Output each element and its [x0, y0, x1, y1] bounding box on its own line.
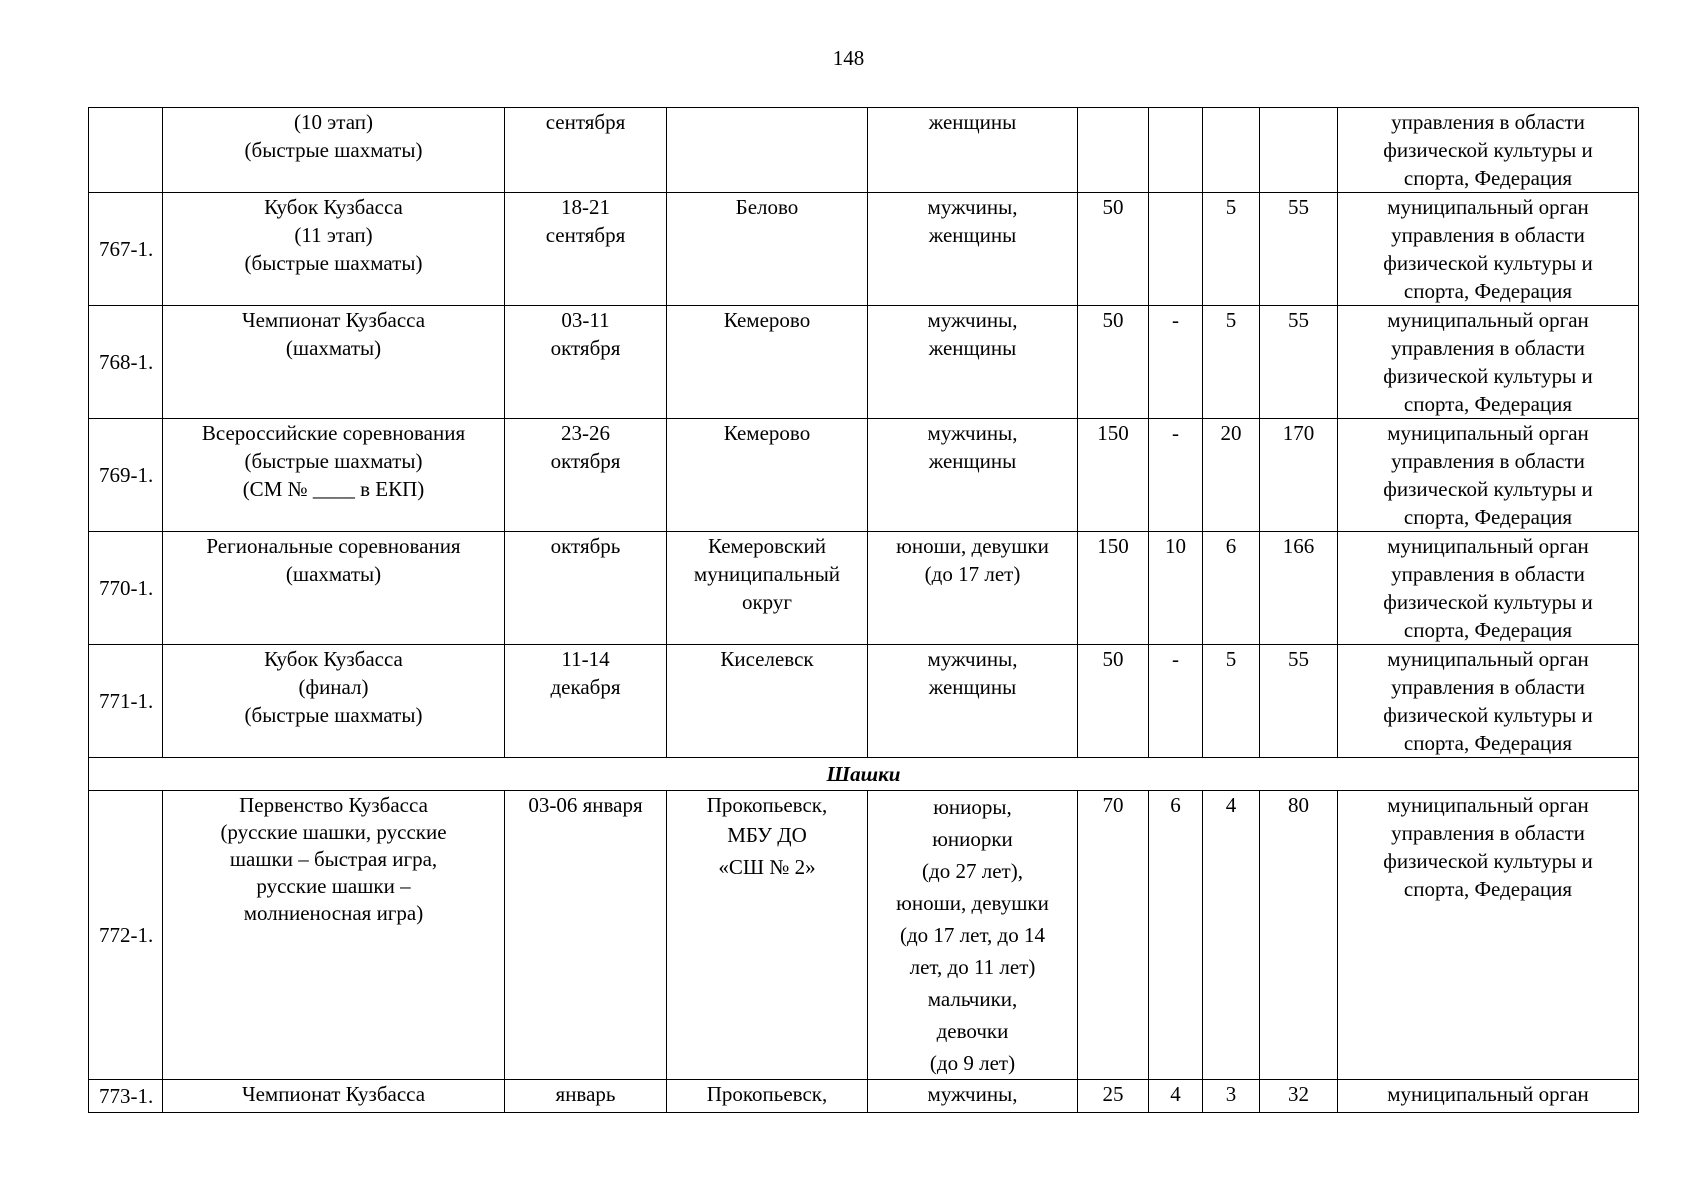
section-title: Шашки	[89, 758, 1639, 791]
dates-line: октября	[550, 449, 621, 473]
count-column-1	[1078, 108, 1149, 193]
event-name	[163, 645, 505, 758]
event-place	[667, 1080, 868, 1113]
event-number: 770-1.	[89, 532, 163, 645]
event-participants	[868, 306, 1078, 419]
event-participants	[868, 645, 1078, 758]
place-line: Белово	[735, 195, 799, 219]
event-dates	[505, 1080, 667, 1113]
organizer-line: физической культуры и	[1383, 138, 1593, 162]
count-column-3	[1203, 108, 1260, 193]
organizer-line: муниципальный орган	[1387, 647, 1589, 671]
participants-line: мужчины,	[927, 421, 1018, 445]
place-line: «СШ № 2»	[718, 855, 816, 879]
count-column-4: 55	[1260, 193, 1338, 306]
place-line: Кемеровский	[708, 534, 826, 558]
dates-line: 11-14	[561, 647, 610, 671]
event-name	[163, 306, 505, 419]
name-line: (шахматы)	[285, 336, 382, 360]
count-column-2: -	[1149, 645, 1203, 758]
name-line: (быстрые шахматы)	[244, 251, 423, 275]
participants-line: женщины	[928, 675, 1017, 699]
count-column-4: 170	[1260, 419, 1338, 532]
count-column-1: 50	[1078, 193, 1149, 306]
dates-line: сентября	[545, 223, 626, 247]
organizer-line: управления в области	[1391, 449, 1585, 473]
participants-line: мальчики,	[927, 987, 1018, 1011]
organizer-line: муниципальный орган	[1387, 1082, 1589, 1106]
place-line: округ	[741, 590, 793, 614]
participants-line: женщины	[928, 336, 1017, 360]
name-line: (быстрые шахматы)	[244, 703, 423, 727]
events-table-body	[89, 108, 1639, 1113]
organizer-line: физической культуры и	[1383, 477, 1593, 501]
participants-line: (до 9 лет)	[929, 1051, 1016, 1075]
event-participants	[868, 791, 1078, 1080]
event-name	[163, 419, 505, 532]
participants-line: юноши, девушки	[896, 891, 1049, 915]
participants-line: женщины	[928, 449, 1017, 473]
name-line: (русские шашки, русские	[220, 820, 447, 844]
participants-line: мужчины,	[927, 308, 1018, 332]
event-place	[667, 193, 868, 306]
participants-line: (до 27 лет),	[922, 859, 1023, 883]
participants-line: юниоры,	[933, 795, 1012, 819]
event-dates	[505, 791, 667, 1080]
event-number: 767-1.	[89, 193, 163, 306]
organizer-line: физической культуры и	[1383, 703, 1593, 727]
name-line: (финал)	[298, 675, 369, 699]
dates-line: 03-11	[561, 308, 610, 332]
name-line: Кубок Кузбасса	[264, 647, 403, 671]
name-line: Кубок Кузбасса	[264, 195, 403, 219]
count-column-1: 25	[1078, 1080, 1149, 1113]
organizer-line: муниципальный орган	[1387, 195, 1589, 219]
count-column-1: 150	[1078, 419, 1149, 532]
organizer-line: муниципальный орган	[1387, 534, 1589, 558]
organizer-line: спорта, Федерация	[1403, 279, 1573, 303]
count-column-3: 4	[1203, 791, 1260, 1080]
event-place	[667, 791, 868, 1080]
organizer-line: управления в области	[1391, 675, 1585, 699]
event-place	[667, 645, 868, 758]
count-column-4: 55	[1260, 306, 1338, 419]
table-row	[89, 306, 1639, 419]
event-place	[667, 306, 868, 419]
name-line: (11 этап)	[294, 223, 373, 247]
event-number: 773-1.	[89, 1080, 163, 1113]
dates-line: январь	[555, 1082, 616, 1106]
count-column-2: 10	[1149, 532, 1203, 645]
name-line: (быстрые шахматы)	[244, 449, 423, 473]
event-participants	[868, 532, 1078, 645]
count-column-2	[1149, 108, 1203, 193]
table-row	[89, 193, 1639, 306]
event-participants	[868, 193, 1078, 306]
event-place	[667, 419, 868, 532]
count-column-4	[1260, 108, 1338, 193]
name-line: Чемпионат Кузбасса	[241, 308, 426, 332]
event-dates	[505, 306, 667, 419]
organizer-line: физической культуры и	[1383, 590, 1593, 614]
participants-line: женщины	[928, 110, 1017, 134]
count-column-2: 4	[1149, 1080, 1203, 1113]
name-line: (СМ № ____ в ЕКП)	[242, 477, 425, 501]
organizer-line: муниципальный орган	[1387, 308, 1589, 332]
table-row	[89, 419, 1639, 532]
event-number: 771-1.	[89, 645, 163, 758]
participants-line: (до 17 лет)	[924, 562, 1021, 586]
count-column-1: 50	[1078, 306, 1149, 419]
event-organizer	[1338, 419, 1639, 532]
organizer-line: управления в области	[1391, 562, 1585, 586]
event-participants	[868, 1080, 1078, 1113]
place-line: Кемерово	[723, 308, 811, 332]
name-line: Региональные соревнования	[206, 534, 461, 558]
participants-line: женщины	[928, 223, 1017, 247]
name-line: шашки – быстрая игра,	[229, 847, 438, 871]
event-number	[89, 108, 163, 193]
event-organizer	[1338, 791, 1639, 1080]
table-row	[89, 108, 1639, 193]
dates-line: 18-21	[561, 195, 610, 219]
place-line: Прокопьевск,	[706, 793, 828, 817]
event-participants	[868, 419, 1078, 532]
event-organizer	[1338, 1080, 1639, 1113]
dates-line: 03-06 января	[528, 793, 643, 817]
count-column-4: 55	[1260, 645, 1338, 758]
event-organizer	[1338, 108, 1639, 193]
participants-line: юноши, девушки	[896, 534, 1049, 558]
name-line: Всероссийские соревнования	[201, 421, 466, 445]
events-table	[88, 107, 1639, 1113]
organizer-line: спорта, Федерация	[1403, 392, 1573, 416]
event-name	[163, 108, 505, 193]
count-column-1: 70	[1078, 791, 1149, 1080]
dates-line: сентября	[545, 110, 626, 134]
organizer-line: спорта, Федерация	[1403, 166, 1573, 190]
event-dates	[505, 108, 667, 193]
event-dates	[505, 419, 667, 532]
name-line: Чемпионат Кузбасса	[241, 1082, 426, 1106]
event-organizer	[1338, 645, 1639, 758]
count-column-3: 5	[1203, 645, 1260, 758]
dates-line: октябрь	[550, 534, 621, 558]
event-organizer	[1338, 306, 1639, 419]
name-line: (шахматы)	[285, 562, 382, 586]
event-name	[163, 791, 505, 1080]
name-line: (быстрые шахматы)	[244, 138, 423, 162]
count-column-3: 3	[1203, 1080, 1260, 1113]
count-column-1: 50	[1078, 645, 1149, 758]
organizer-line: управления в области	[1391, 223, 1585, 247]
event-number: 768-1.	[89, 306, 163, 419]
participants-line: мужчины,	[927, 647, 1018, 671]
event-dates	[505, 532, 667, 645]
organizer-line: физической культуры и	[1383, 364, 1593, 388]
page-number: 148	[832, 46, 865, 70]
count-column-3: 5	[1203, 193, 1260, 306]
organizer-line: управления в области	[1391, 110, 1585, 134]
count-column-2: 6	[1149, 791, 1203, 1080]
participants-line: девочки	[936, 1019, 1009, 1043]
event-organizer	[1338, 193, 1639, 306]
event-number: 769-1.	[89, 419, 163, 532]
count-column-1: 150	[1078, 532, 1149, 645]
dates-line: декабря	[550, 675, 621, 699]
event-place	[667, 532, 868, 645]
name-line: Первенство Кузбасса	[239, 793, 428, 817]
count-column-4: 32	[1260, 1080, 1338, 1113]
event-place	[667, 108, 868, 193]
participants-line: юниорки	[932, 827, 1013, 851]
count-column-2: -	[1149, 306, 1203, 419]
event-dates	[505, 645, 667, 758]
organizer-line: физической культуры и	[1383, 251, 1593, 275]
event-number: 772-1.	[89, 791, 163, 1080]
event-organizer	[1338, 532, 1639, 645]
count-column-4: 166	[1260, 532, 1338, 645]
count-column-3: 6	[1203, 532, 1260, 645]
organizer-line: спорта, Федерация	[1403, 877, 1573, 901]
place-line: муниципальный	[693, 562, 841, 586]
participants-line: мужчины,	[927, 195, 1018, 219]
table-row	[89, 532, 1639, 645]
participants-line: (до 17 лет, до 14	[899, 923, 1045, 947]
count-column-3: 20	[1203, 419, 1260, 532]
count-column-3: 5	[1203, 306, 1260, 419]
organizer-line: спорта, Федерация	[1403, 505, 1573, 529]
count-column-4: 80	[1260, 791, 1338, 1080]
table-row	[89, 791, 1639, 1080]
participants-line: лет, до 11 лет)	[909, 955, 1036, 979]
organizer-line: управления в области	[1391, 821, 1585, 845]
organizer-line: спорта, Федерация	[1403, 731, 1573, 755]
place-line: Прокопьевск,	[706, 1082, 828, 1106]
place-line: МБУ ДО	[727, 823, 807, 847]
participants-line: мужчины,	[927, 1082, 1018, 1106]
dates-line: 23-26	[561, 421, 610, 445]
event-dates	[505, 193, 667, 306]
organizer-line: муниципальный орган	[1387, 421, 1589, 445]
organizer-line: муниципальный орган	[1387, 793, 1589, 817]
table-row	[89, 645, 1639, 758]
place-line: Кемерово	[723, 421, 811, 445]
event-participants	[868, 108, 1078, 193]
organizer-line: управления в области	[1391, 336, 1585, 360]
place-line: Киселевск	[720, 647, 814, 671]
organizer-line: физической культуры и	[1383, 849, 1593, 873]
table-row	[89, 1080, 1639, 1113]
name-line: русские шашки –	[256, 874, 411, 898]
organizer-line: спорта, Федерация	[1403, 618, 1573, 642]
event-name	[163, 193, 505, 306]
name-line: молниеносная игра)	[243, 901, 424, 925]
event-name	[163, 1080, 505, 1113]
count-column-2: -	[1149, 419, 1203, 532]
count-column-2	[1149, 193, 1203, 306]
dates-line: октября	[550, 336, 621, 360]
name-line: (10 этап)	[294, 110, 373, 134]
event-name	[163, 532, 505, 645]
section-header-row	[89, 758, 1639, 791]
